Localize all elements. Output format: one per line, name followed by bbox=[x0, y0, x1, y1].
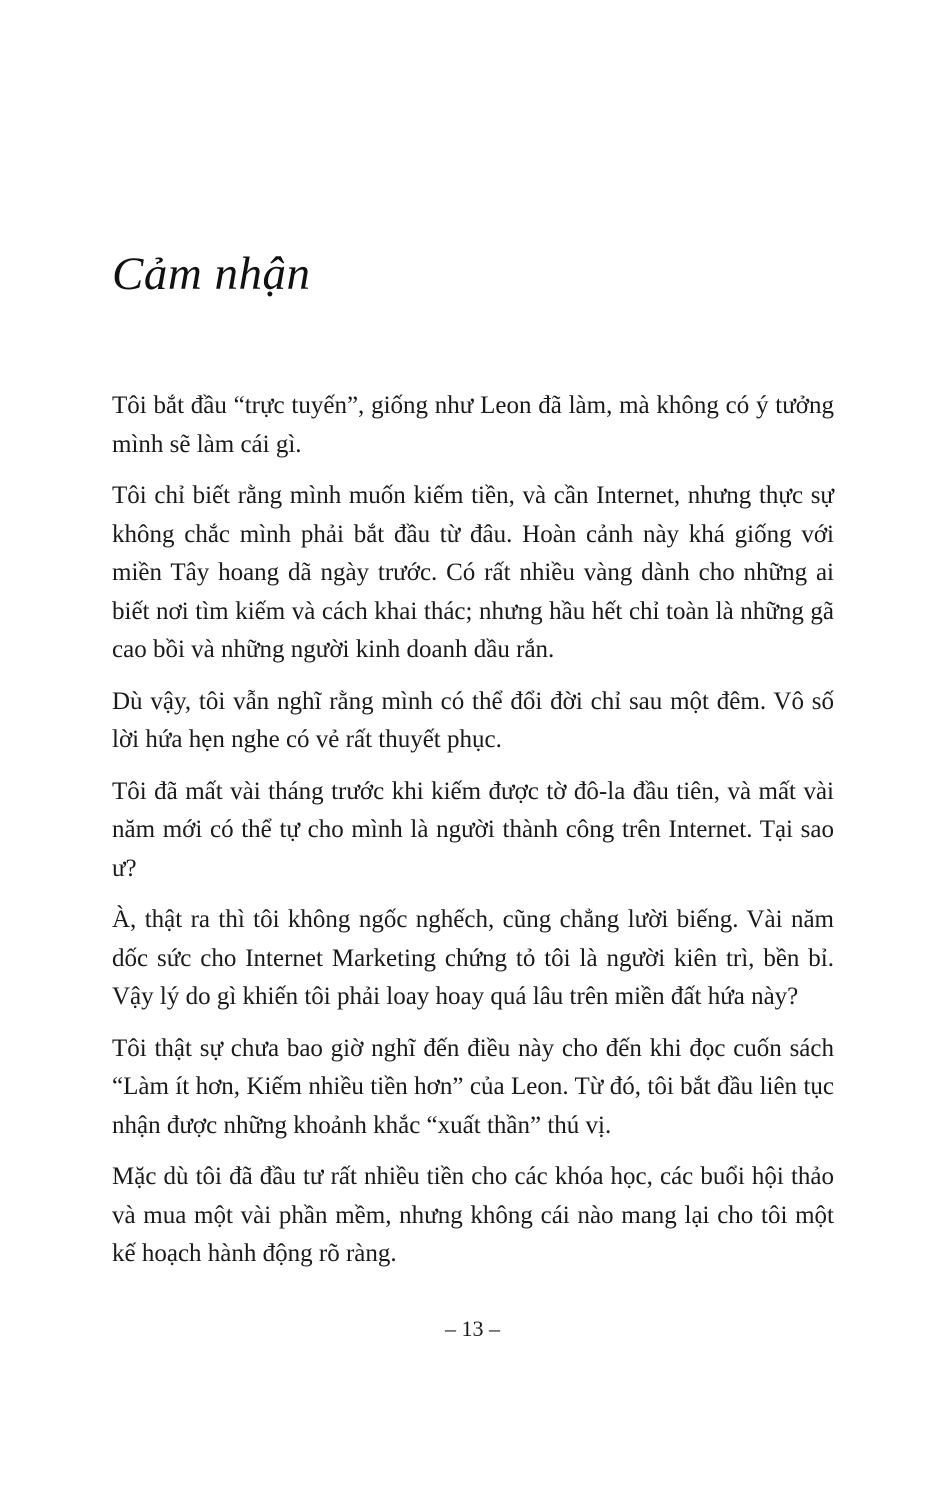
page-number: – 13 – bbox=[445, 1316, 500, 1341]
chapter-title: Cảm nhận bbox=[112, 248, 311, 300]
paragraph: Tôi đã mất vài tháng trước khi kiếm được tờ đô-la đầu tiên, và mất vài năm mới có thể tự cho mình là người thành công trên Internet. Tại sao ư? bbox=[112, 777, 834, 882]
paragraph: Dù vậy, tôi vẫn nghĩ rằng mình có thể đổi đời chỉ sau một đêm. Vô số lời hứa hẹn nghe có vẻ rất thuyết phục. bbox=[112, 687, 834, 753]
paragraph: Mặc dù tôi đã đầu tư rất nhiều tiền cho các khóa học, các buổi hội thảo và mua một vài phần mềm, nhưng không cái nào mang lại cho tôi một kế hoạch hành động rõ ràng. bbox=[112, 1163, 834, 1267]
paragraph: Tôi bắt đầu “trực tuyến”, giống như Leon đã làm, mà không có ý tưởng mình sẽ làm cái gì. bbox=[112, 392, 834, 458]
paragraph: Tôi chỉ biết rằng mình muốn kiếm tiền, và cần Internet, nhưng thực sự không chắc mình phải bắt đầu từ đâu. Hoàn cảnh này khá giống với miền Tây hoang dã ngày trước. Có rất nhiều vàng dành cho những ai biết nơi tìm kiếm và cách khai thác; nhưng hầu hết chỉ toàn là những gã cao bồi và những người kinh doanh dầu rắn. bbox=[112, 482, 834, 663]
paragraph: À, thật ra thì tôi không ngốc nghếch, cũng chẳng lười biếng. Vài năm dốc sức cho Internet Marketing chứng tỏ tôi là người kiên trì, bền bỉ. Vậy lý do gì khiến tôi phải loay hoay quá lâu trên miền đất hứa này? bbox=[112, 906, 834, 1010]
body-text bbox=[112, 387, 834, 1287]
paragraph: Tôi thật sự chưa bao giờ nghĩ đến điều này cho đến khi đọc cuốn sách “Làm ít hơn, Kiếm nhiều tiền hơn” của Leon. Từ đó, tôi bắt đầu liên tục nhận được những khoảnh khắc “xuất thần” thú vị. bbox=[112, 1034, 834, 1139]
